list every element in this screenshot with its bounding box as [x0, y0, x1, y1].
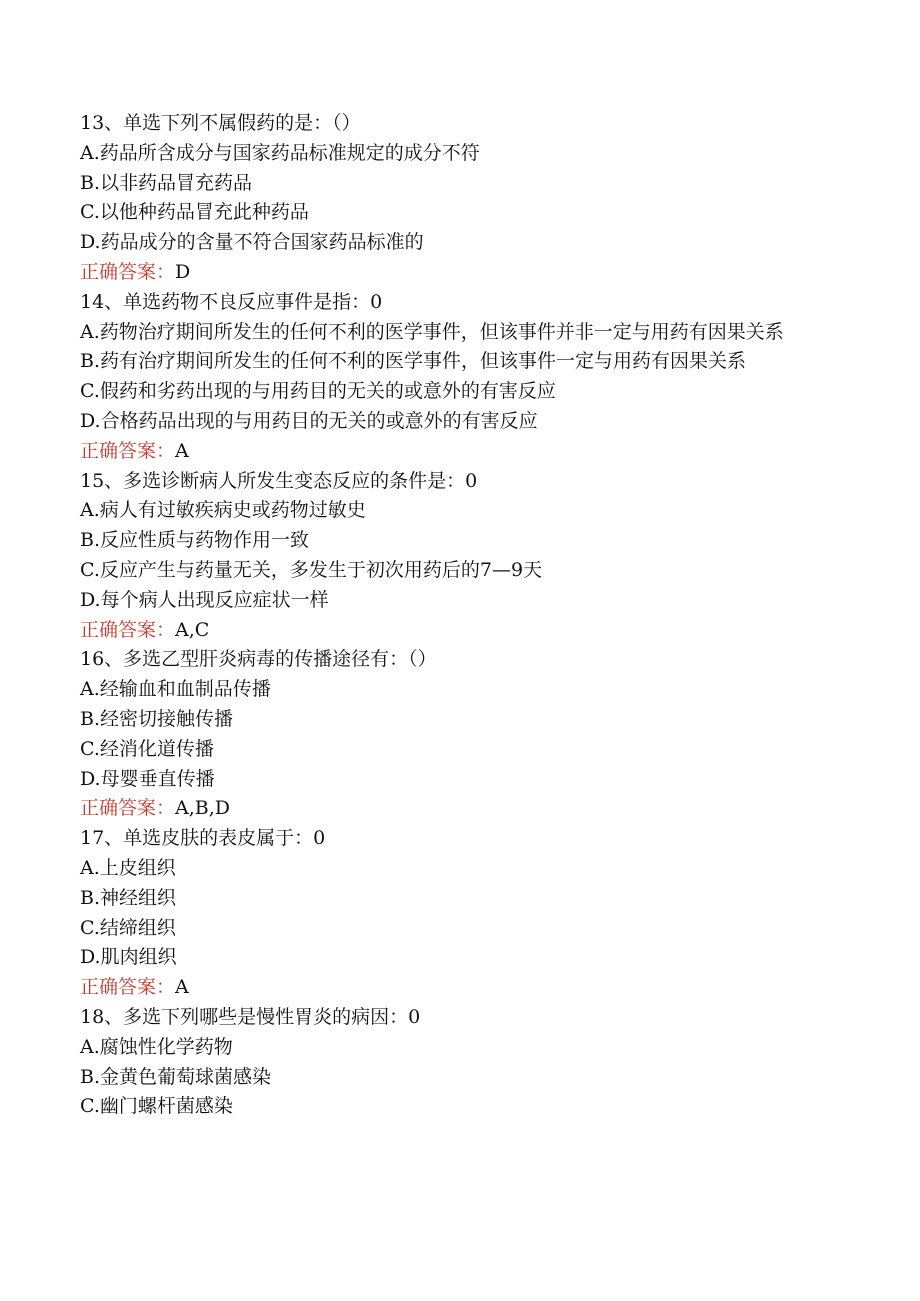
option: C.结缔组织 — [80, 916, 176, 939]
answer-value: A,C — [175, 618, 210, 641]
option: D.药品成分的含量不符合国家药品标准的 — [80, 231, 424, 254]
option: B.以非药品冒充药品 — [80, 171, 253, 194]
answer-line — [80, 973, 830, 1003]
option: C.以他种药品冒充此种药品 — [80, 201, 309, 224]
question-stem: 17、单选皮肤的表皮属于：0 — [80, 827, 326, 850]
answer-line — [80, 437, 830, 467]
option: B.神经组织 — [80, 886, 177, 909]
answer-label: 正确答案： — [80, 797, 176, 820]
answer-line — [80, 616, 830, 646]
option: D.合格药品出现的与用药目的无关的或意外的有害反应 — [80, 409, 538, 432]
question-stem: 13、单选下列不属假药的是：（） — [80, 112, 361, 134]
option: D.每个病人出现反应症状一样 — [80, 588, 329, 611]
option: A.上皮组织 — [80, 856, 176, 879]
option: C.经消化道传播 — [80, 737, 214, 760]
question-stem: 14、单选药物不良反应事件是指：0 — [80, 290, 383, 313]
answer-value: A,B,D — [175, 797, 231, 820]
option: B.金黄色葡萄球菌感染 — [80, 1065, 272, 1088]
answer-label: 正确答案： — [80, 618, 176, 641]
option: A.经输血和血制品传播 — [80, 678, 271, 701]
option: D.母婴垂直传播 — [80, 767, 215, 790]
option: A.药物治疗期间所发生的任何不利的医学事件，但该事件并非一定与用药有因果关系 — [80, 320, 784, 343]
option: C.反应产生与药量无关，多发生于初次用药后的7—9天 — [80, 558, 543, 581]
question-stem: 16、多选乙型肝炎病毒的传播途径有：（） — [80, 648, 437, 671]
question-stem: 18、多选下列哪些是慢性胃炎的病因：0 — [80, 1005, 421, 1028]
answer-value: A — [175, 439, 189, 462]
option: C.幽门螺杆菌感染 — [80, 1095, 233, 1118]
answer-line — [80, 258, 830, 288]
option: C.假药和劣药出现的与用药目的无关的或意外的有害反应 — [80, 380, 556, 403]
option: B.经密切接触传播 — [80, 707, 234, 730]
answer-label: 正确答案： — [80, 976, 176, 999]
answer-line — [80, 794, 830, 824]
option: A.腐蚀性化学药物 — [80, 1035, 233, 1058]
question-stem: 15、多选诊断病人所发生变态反应的条件是：0 — [80, 469, 478, 492]
answer-label: 正确答案： — [80, 260, 176, 283]
answer-label: 正确答案： — [80, 439, 176, 462]
answer-value: D — [175, 260, 191, 283]
option: D.肌肉组织 — [80, 946, 177, 969]
answer-value: A — [175, 976, 189, 999]
option: A.病人有过敏疾病史或药物过敏史 — [80, 499, 366, 522]
option: B.药有治疗期间所发生的任何不利的医学事件，但该事件一定与用药有因果关系 — [80, 350, 747, 373]
option: B.反应性质与药物作用一致 — [80, 529, 310, 552]
option: A.药品所含成分与国家药品标准规定的成分不符 — [80, 141, 480, 164]
document-body — [80, 109, 830, 1122]
